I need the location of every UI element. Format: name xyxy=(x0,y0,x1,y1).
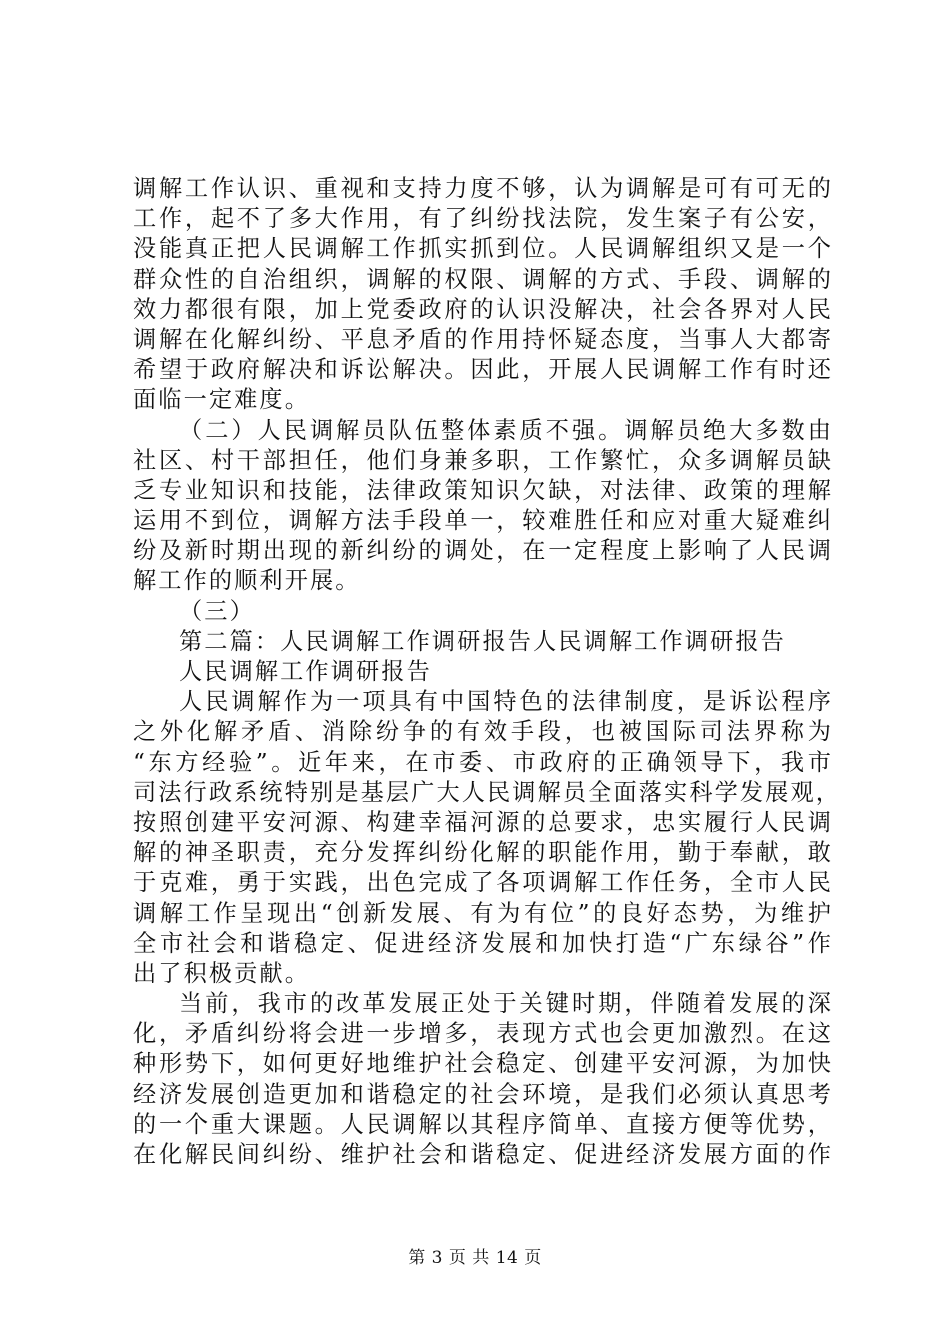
text-line: 的一个重大课题。人民调解以其程序简单、直接方便等优势， xyxy=(133,1110,833,1138)
text-line: （二）人民调解员队伍整体素质不强。调解员绝大多数由 xyxy=(179,416,833,444)
text-line: 第二篇：人民调解工作调研报告人民调解工作调研报告 xyxy=(179,627,786,655)
text-line: 运用不到位，调解方法手段单一，较难胜任和应对重大疑难纠 xyxy=(133,507,833,535)
text-line: 乏专业知识和技能，法律政策知识欠缺，对法律、政策的理解 xyxy=(133,476,833,504)
text-line: 工作，起不了多大作用，有了纠纷找法院，发生案子有公安， xyxy=(133,205,833,233)
text-line: 人民调解工作调研报告 xyxy=(179,658,432,685)
text-line: 希望于政府解决和诉讼解决。因此，开展人民调解工作有时还 xyxy=(133,356,833,384)
text-line: 之外化解矛盾、消除纷争的有效手段，也被国际司法界称为 xyxy=(133,718,833,746)
text-line: 司法行政系统特别是基层广大人民调解员全面落实科学发展观， xyxy=(133,778,842,806)
text-line: 出了积极贡献。 xyxy=(133,959,311,987)
text-line: 解的神圣职责，充分发挥纠纷化解的职能作用，勤于奉献，敢 xyxy=(133,839,833,867)
text-line: “东方经验”。近年来，在市委、市政府的正确领导下，我市 xyxy=(133,748,833,776)
text-line: 按照创建平安河源、构建幸福河源的总要求，忠实履行人民调 xyxy=(133,808,833,836)
text-line: 在化解民间纠纷、维护社会和谐稳定、促进经济发展方面的作 xyxy=(133,1141,833,1168)
text-line: 调解工作认识、重视和支持力度不够，认为调解是可有可无的 xyxy=(133,175,833,202)
text-line: 群众性的自治组织，调解的权限、调解的方式、手段、调解的 xyxy=(133,265,833,293)
text-line: 全市社会和谐稳定、促进经济发展和加快打造“广东绿谷”作 xyxy=(133,929,833,957)
text-line: 人民调解作为一项具有中国特色的法律制度，是诉讼程序 xyxy=(179,688,833,716)
text-line: （三） xyxy=(179,597,255,625)
document-body xyxy=(133,174,842,1170)
text-line: 调解在化解纠纷、平息矛盾的作用持怀疑态度，当事人大都寄 xyxy=(133,325,833,353)
text-line: 解工作的顺利开展。 xyxy=(133,567,361,595)
text-line: 于克难，勇于实践，出色完成了各项调解工作任务，全市人民 xyxy=(133,869,833,897)
text-line: 效力都很有限，加上党委政府的认识没解决，社会各界对人民 xyxy=(133,295,833,323)
text-line: 调解工作呈现出“创新发展、有为有位”的良好态势，为维护 xyxy=(133,899,833,927)
page-footer: 第 3 页 共 14 页 xyxy=(408,1248,542,1268)
text-line: 面临一定难度。 xyxy=(133,386,311,414)
text-line: 种形势下，如何更好地维护社会稳定、创建平安河源，为加快 xyxy=(133,1050,833,1078)
text-line: 当前，我市的改革发展正处于关键时期，伴随着发展的深 xyxy=(179,990,833,1018)
text-line: 没能真正把人民调解工作抓实抓到位。人民调解组织又是一个 xyxy=(133,235,833,263)
text-line: 化，矛盾纠纷将会进一步增多，表现方式也会更加激烈。在这 xyxy=(133,1020,833,1048)
text-line: 社区、村干部担任，他们身兼多职，工作繁忙，众多调解员缺 xyxy=(133,446,833,474)
text-line: 纷及新时期出现的新纠纷的调处，在一定程度上影响了人民调 xyxy=(133,537,833,565)
text-line: 经济发展创造更加和谐稳定的社会环境，是我们必须认真思考 xyxy=(133,1080,833,1108)
